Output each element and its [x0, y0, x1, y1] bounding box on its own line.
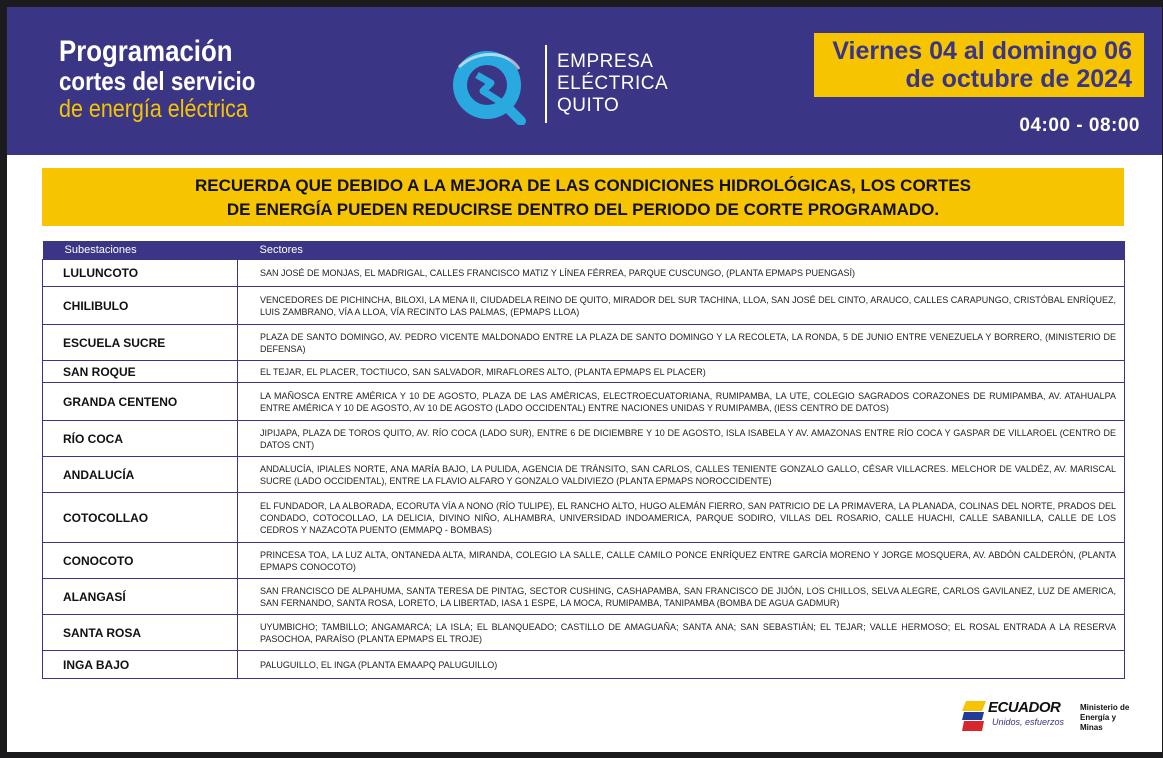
substation-cell: RÍO COCA — [43, 421, 238, 457]
substation-cell: CHILIBULO — [43, 287, 238, 325]
table-row — [43, 457, 1125, 493]
sectors-cell: SAN JOSÉ DE MONJAS, EL MADRIGAL, CALLES FRANCISCO MATIZ Y LÍNEA FÉRREA, PARQUE CUSCUNGO, (PLANTA EPMAPS PUENGASÍ) — [238, 260, 1125, 287]
program-title — [59, 37, 287, 123]
sectors-cell: JIPIJAPA, PLAZA DE TOROS QUITO, AV. RÍO COCA (LADO SUR), ENTRE 6 DE DICIEMBRE Y 10 DE AGOSTO, ISLA ISABELA Y AV. AMAZONAS ENTRE RÍO COCA Y GASPAR DE VILLAROEL (CENTRO DE DATOS CNT) — [238, 421, 1125, 457]
title-line-2: cortes del servicio — [59, 66, 256, 96]
ecuador-logo-text: ECUADOR — [988, 699, 1061, 716]
substation-cell: INGA BAJO — [43, 651, 238, 679]
sectors-cell: LA MAÑOSCA ENTRE AMÉRICA Y 10 DE AGOSTO, PLAZA DE LAS AMÉRICAS, ELECTROECUATORIANA, RUMIPAMBA, LA UTE, COLEGIO SAGRADOS CORAZONES DE RUMIPAMBA, AV. ATAHUALPA ENTRE AMÉRICA Y 10 DE AGOSTO, AV 10 DE AGOSTO (LADO OCCIDENTAL) ENTRE NACIONES UNIDAS Y RUMIPAMBA, (IESS CENTRO DE DATOS) — [238, 383, 1125, 421]
table-row — [43, 287, 1125, 325]
substation-cell: ESCUELA SUCRE — [43, 325, 238, 361]
ministry-line-2: Energía y Minas — [1080, 713, 1117, 732]
table-row — [43, 325, 1125, 361]
company-line-3: QUITO — [557, 95, 620, 116]
schedule-table — [42, 241, 1125, 679]
ecuador-flag-icon — [962, 701, 986, 731]
government-slogan: Unidos, esfuerzos — [992, 717, 1065, 727]
sectors-cell: EL FUNDADOR, LA ALBORADA, ECORUTA VÍA A NONO (RÍO TULIPE), EL RANCHO ALTO, HUGO ALEMÁN FIERRO, SAN PATRICIO DE LA PRIMAVERA, LA PLANADA, COLINAS DEL NORTE, PRADOS DEL CONDADO, COTOCOLLAO, LA DELICIA, DIVINO NIÑO, ALHAMBRA, UNIVERSIDAD INDOAMERICA, PARQUE SODIRO, VILLAS DEL ROSARIO, CALLE HUACHI, CALLE SABANILLA, CALLE DE LOS CEDROS Y NAZACOTA PUENTO (EMMAPQ - BOMBAS) — [238, 493, 1125, 543]
title-line-3: de energía eléctrica — [59, 95, 248, 123]
table-row — [43, 579, 1125, 615]
table-row — [43, 493, 1125, 543]
substation-cell: ALANGASÍ — [43, 579, 238, 615]
sectors-cell: PRINCESA TOA, LA LUZ ALTA, ONTANEDA ALTA, MIRANDA, COLEGIO LA SALLE, CALLE CAMILO PONCE ENRÍQUEZ ENTRE GARCÍA MORENO Y JORGE MOSQUERA, AV. ABDÓN CALDERÓN, (PLANTA EPMAPS CONOCOTO) — [238, 543, 1125, 579]
notice-line-2: DE ENERGÍA PUEDEN REDUCIRSE DENTRO DEL PERIODO DE CORTE PROGRAMADO. — [226, 200, 940, 219]
date-line-1: Viernes 04 al domingo 06 — [832, 37, 1132, 65]
sectors-cell: SAN FRANCISCO DE ALPAHUMA, SANTA TERESA DE PINTAG, SECTOR CUSHING, CASHAPAMBA, SAN FRANCISCO DE JIJÓN, LOS CHILLOS, SELVA ALEGRE, CARLOS GAVILANEZ, LUZ DE AMERICA, SAN FERNANDO, SANTA ROSA, LORETO, LA LIBERTAD, IASA 1 ESPE, LA MOCA, RUMIPAMBA, TANIPAMBA (BOMBA DE AGUA GADMUR) — [238, 579, 1125, 615]
ministry-name — [1080, 703, 1137, 733]
time-range: 04:00 - 08:00 — [1019, 115, 1140, 136]
substation-cell: SAN ROQUE — [43, 361, 238, 383]
sectors-cell: PALUGUILLO, EL INGA (PLANTA EMAAPQ PALUGUILLO) — [238, 651, 1125, 679]
empresa-electrica-quito-logo-icon — [447, 45, 537, 125]
table-row — [43, 260, 1125, 287]
ministry-line-1: Ministerio de — [1080, 703, 1130, 712]
sectors-cell: UYUMBICHO; TAMBILLO; ANGAMARCA; LA ISLA; EL BLANQUEADO; CASTILLO DE AMAGUAÑA; SANTA ANA; SAN SEBASTIÁN; EL TEJAR; VALLE HERMOSO; EL ROSAL ENTRADA A LA RESERVA PASOCHOA, PARAÍSO (PLANTA EPMAPS EL TROJE) — [238, 615, 1125, 651]
table-row — [43, 421, 1125, 457]
sectors-cell: EL TEJAR, EL PLACER, TOCTIUCO, SAN SALVADOR, MIRAFLORES ALTO, (PLANTA EPMAPS EL PLACER) — [238, 361, 1125, 383]
company-name — [557, 51, 668, 117]
substation-cell: LULUNCOTO — [43, 260, 238, 287]
table-header-row — [43, 241, 1125, 260]
company-line-2: ELÉCTRICA — [557, 73, 669, 94]
header-substations: Subestaciones — [43, 241, 238, 260]
outage-schedule-poster — [7, 7, 1162, 752]
government-logo — [962, 697, 1137, 739]
sectors-cell: ANDALUCÍA, IPIALES NORTE, ANA MARÍA BAJO, LA PULIDA, AGENCIA DE TRÁNSITO, SAN CARLOS, CALLES TENIENTE GONZALO GALLO, CÉSAR VILLACRES. MELCHOR DE VALDÉZ, AV. MARISCAL SUCRE (LADO OCCIDENTAL), ENTRE LA FLAVIO ALFARO Y GONZALO VALDIVIEZO (PLANTA EPMAPS NOROCCIDENTE) — [238, 457, 1125, 493]
table-row — [43, 543, 1125, 579]
table-row — [43, 615, 1125, 651]
notice-banner — [42, 168, 1124, 226]
substation-cell: GRANDA CENTENO — [43, 383, 238, 421]
substation-cell: CONOCOTO — [43, 543, 238, 579]
substation-cell: ANDALUCÍA — [43, 457, 238, 493]
logo-divider — [545, 45, 547, 123]
substation-cell: SANTA ROSA — [43, 615, 238, 651]
date-line-2: de octubre de 2024 — [905, 65, 1132, 93]
table-row — [43, 383, 1125, 421]
table-row — [43, 361, 1125, 383]
table-row — [43, 651, 1125, 679]
date-range-box — [814, 33, 1144, 97]
title-line-1: Programación — [59, 35, 233, 68]
company-line-1: EMPRESA — [557, 51, 654, 72]
notice-line-1: RECUERDA QUE DEBIDO A LA MEJORA DE LAS CONDICIONES HIDROLÓGICAS, LOS CORTES — [194, 176, 972, 195]
header-sectors: Sectores — [238, 241, 1125, 260]
header-banner — [7, 7, 1162, 155]
substation-cell: COTOCOLLAO — [43, 493, 238, 543]
sectors-cell: VENCEDORES DE PICHINCHA, BILOXI, LA MENA II, CIUDADELA REINO DE QUITO, MIRADOR DEL SUR TACHINA, LLOA, SAN JOSÉ DEL CINTO, ARAUCO, CALLES CARAPUNGO, CRISTÓBAL ENRÍQUEZ, LUIS ZAMBRANO, VÍA A LLOA, VÍA RECINTO LAS PALMAS, (EPMAPS LLOA) — [238, 287, 1125, 325]
sectors-cell: PLAZA DE SANTO DOMINGO, AV. PEDRO VICENTE MALDONADO ENTRE LA PLAZA DE SANTO DOMINGO Y LA RECOLETA, LA RONDA, 5 DE JUNIO ENTRE VENEZUELA Y BORRERO, (MINISTERIO DE DEFENSA) — [238, 325, 1125, 361]
